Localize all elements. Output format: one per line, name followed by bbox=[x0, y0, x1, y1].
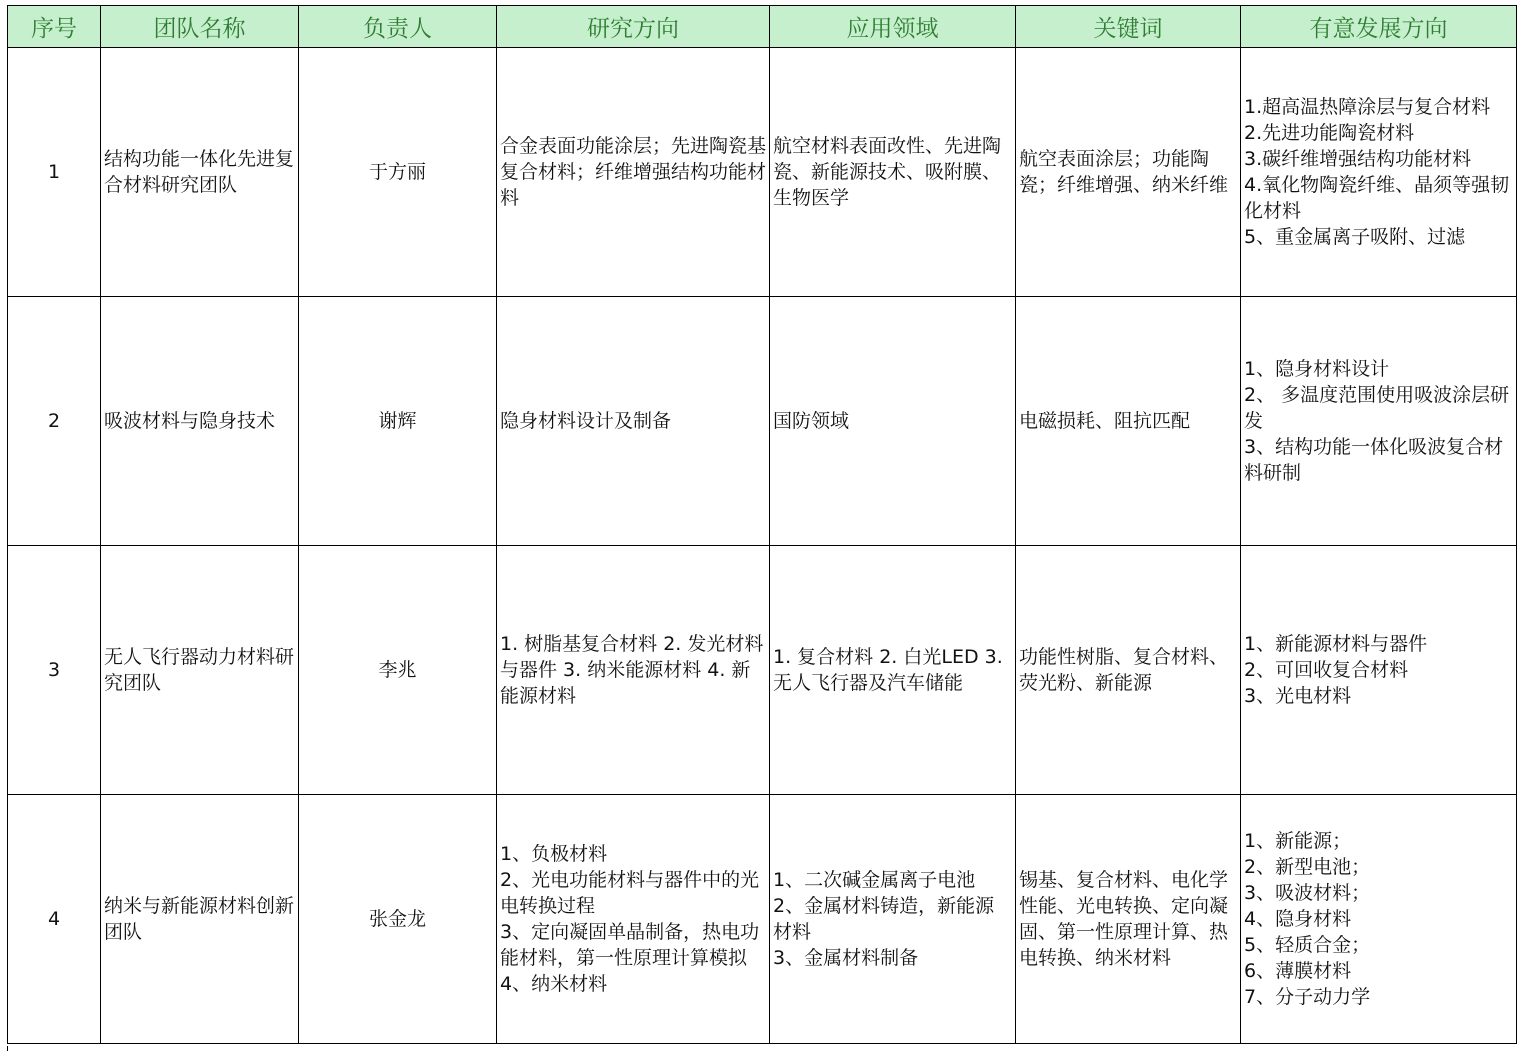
cell-application-field[interactable]: 航空材料表面改性、先进陶瓷、新能源技术、吸附膜、生物医学 bbox=[770, 48, 1016, 297]
cell-keywords[interactable]: 电磁损耗、阻抗匹配 bbox=[1016, 297, 1241, 546]
cell-application-field[interactable]: 国防领域 bbox=[770, 297, 1016, 546]
header-no[interactable]: 序号 bbox=[8, 6, 101, 48]
header-leader[interactable]: 负责人 bbox=[299, 6, 497, 48]
cell-leader[interactable]: 张金龙 bbox=[299, 795, 497, 1044]
cell-leader[interactable]: 谢辉 bbox=[299, 297, 497, 546]
cell-research-direction[interactable]: 隐身材料设计及制备 bbox=[497, 297, 770, 546]
spreadsheet-table bbox=[7, 5, 1517, 1044]
cell-development-direction[interactable]: 1、隐身材料设计 2、 多温度范围使用吸波涂层研发 3、结构功能一体化吸波复合材料研制 bbox=[1241, 297, 1517, 546]
cell-team-name[interactable]: 无人飞行器动力材料研究团队 bbox=[101, 546, 299, 795]
header-keywords[interactable]: 关键词 bbox=[1016, 6, 1241, 48]
header-application-field[interactable]: 应用领域 bbox=[770, 6, 1016, 48]
cell-team-name[interactable]: 结构功能一体化先进复合材料研究团队 bbox=[101, 48, 299, 297]
header-team-name[interactable]: 团队名称 bbox=[101, 6, 299, 48]
table-row bbox=[8, 297, 1517, 546]
cell-keywords[interactable]: 功能性树脂、复合材料、荧光粉、新能源 bbox=[1016, 546, 1241, 795]
cell-development-direction[interactable]: 1、新能源材料与器件 2、可回收复合材料 3、光电材料 bbox=[1241, 546, 1517, 795]
next-row-edge bbox=[7, 1046, 1519, 1051]
cell-team-name[interactable]: 吸波材料与隐身技术 bbox=[101, 297, 299, 546]
cell-no[interactable]: 3 bbox=[8, 546, 101, 795]
cell-no[interactable]: 1 bbox=[8, 48, 101, 297]
cell-leader[interactable]: 李兆 bbox=[299, 546, 497, 795]
cell-research-direction[interactable]: 合金表面功能涂层；先进陶瓷基复合材料；纤维增强结构功能材料 bbox=[497, 48, 770, 297]
cell-no[interactable]: 4 bbox=[8, 795, 101, 1044]
cell-keywords[interactable]: 航空表面涂层；功能陶瓷；纤维增强、纳米纤维 bbox=[1016, 48, 1241, 297]
cell-application-field[interactable]: 1. 复合材料 2. 白光LED 3. 无人飞行器及汽车储能 bbox=[770, 546, 1016, 795]
table-row bbox=[8, 795, 1517, 1044]
cell-team-name[interactable]: 纳米与新能源材料创新团队 bbox=[101, 795, 299, 1044]
cell-application-field[interactable]: 1、二次碱金属离子电池 2、金属材料铸造，新能源材料 3、金属材料制备 bbox=[770, 795, 1016, 1044]
table-row bbox=[8, 48, 1517, 297]
table-row bbox=[8, 546, 1517, 795]
header-research-direction[interactable]: 研究方向 bbox=[497, 6, 770, 48]
header-row bbox=[8, 6, 1517, 48]
cell-development-direction[interactable]: 1.超高温热障涂层与复合材料 2.先进功能陶瓷材料 3.碳纤维增强结构功能材料 4.氧化物陶瓷纤维、晶须等强韧化材料 5、重金属离子吸附、过滤 bbox=[1241, 48, 1517, 297]
cell-keywords[interactable]: 锡基、复合材料、电化学性能、光电转换、定向凝固、第一性原理计算、热电转换、纳米材料 bbox=[1016, 795, 1241, 1044]
cell-leader[interactable]: 于方丽 bbox=[299, 48, 497, 297]
header-development-direction[interactable]: 有意发展方向 bbox=[1241, 6, 1517, 48]
cell-development-direction[interactable]: 1、新能源； 2、新型电池； 3、吸波材料； 4、隐身材料 5、轻质合金； 6、薄膜材料 7、分子动力学 bbox=[1241, 795, 1517, 1044]
cell-no[interactable]: 2 bbox=[8, 297, 101, 546]
cell-research-direction[interactable]: 1、负极材料 2、光电功能材料与器件中的光电转换过程 3、定向凝固单晶制备，热电功能材料，第一性原理计算模拟 4、纳米材料 bbox=[497, 795, 770, 1044]
cell-research-direction[interactable]: 1. 树脂基复合材料 2. 发光材料与器件 3. 纳米能源材料 4. 新能源材料 bbox=[497, 546, 770, 795]
